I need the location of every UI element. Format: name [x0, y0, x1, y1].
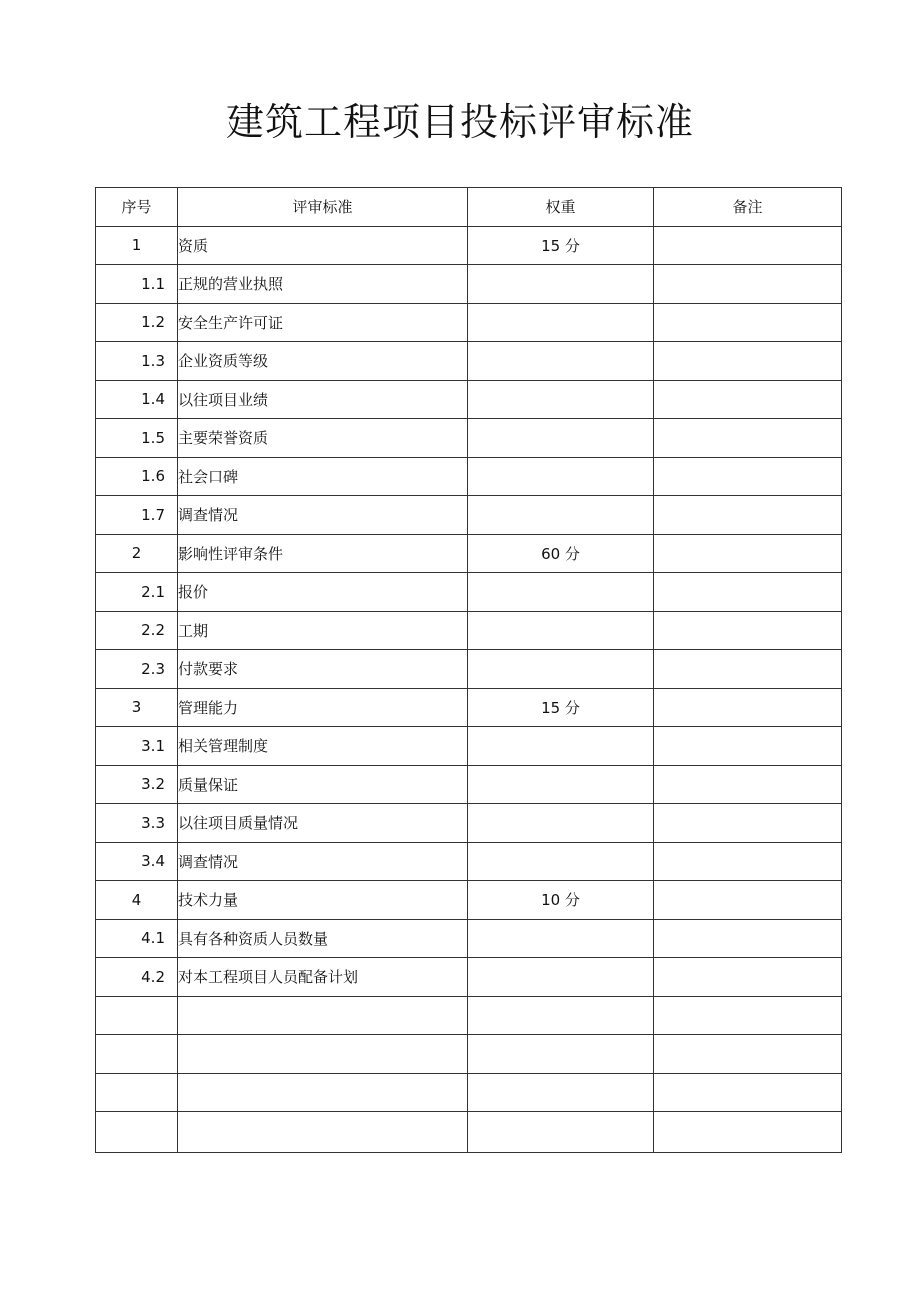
table-row [96, 842, 842, 881]
cell-standard: 以往项目业绩 [178, 380, 468, 419]
cell-standard [178, 1035, 468, 1074]
table-row [96, 611, 842, 650]
cell-seq: 4 [96, 881, 178, 920]
cell-remark [654, 881, 842, 920]
cell-weight [468, 958, 654, 997]
cell-weight [468, 496, 654, 535]
table-row [96, 457, 842, 496]
cell-seq [96, 996, 178, 1035]
header-seq: 序号 [96, 188, 178, 227]
cell-standard: 相关管理制度 [178, 727, 468, 766]
cell-remark [654, 611, 842, 650]
cell-standard [178, 996, 468, 1035]
cell-seq: 2 [96, 534, 178, 573]
cell-weight [468, 804, 654, 843]
cell-standard: 报价 [178, 573, 468, 612]
cell-standard: 质量保证 [178, 765, 468, 804]
cell-remark [654, 727, 842, 766]
table-row [96, 419, 842, 458]
cell-standard: 社会口碑 [178, 457, 468, 496]
cell-seq: 2.1 [96, 573, 178, 612]
cell-seq [96, 1112, 178, 1153]
cell-remark [654, 650, 842, 689]
cell-standard: 影响性评审条件 [178, 534, 468, 573]
cell-standard: 资质 [178, 226, 468, 265]
criteria-table-body [96, 226, 842, 1153]
table-row [96, 996, 842, 1035]
cell-remark [654, 303, 842, 342]
cell-seq: 1.7 [96, 496, 178, 535]
header-weight: 权重 [468, 188, 654, 227]
cell-standard: 工期 [178, 611, 468, 650]
cell-seq: 1.5 [96, 419, 178, 458]
table-row [96, 881, 842, 920]
cell-standard: 调查情况 [178, 496, 468, 535]
cell-weight [468, 419, 654, 458]
cell-remark [654, 1073, 842, 1112]
table-row [96, 919, 842, 958]
cell-seq: 1 [96, 226, 178, 265]
cell-remark [654, 573, 842, 612]
cell-weight [468, 380, 654, 419]
cell-standard [178, 1073, 468, 1112]
cell-remark [654, 226, 842, 265]
table-row [96, 380, 842, 419]
cell-remark [654, 1035, 842, 1074]
table-row [96, 303, 842, 342]
cell-weight [468, 1035, 654, 1074]
cell-weight [468, 303, 654, 342]
cell-seq: 1.1 [96, 265, 178, 304]
cell-seq: 2.2 [96, 611, 178, 650]
cell-remark [654, 804, 842, 843]
cell-standard: 管理能力 [178, 688, 468, 727]
cell-weight [468, 265, 654, 304]
cell-remark [654, 342, 842, 381]
cell-remark [654, 765, 842, 804]
cell-weight [468, 650, 654, 689]
cell-standard: 以往项目质量情况 [178, 804, 468, 843]
cell-weight: 15 分 [468, 688, 654, 727]
table-header-row [96, 188, 842, 227]
cell-standard: 正规的营业执照 [178, 265, 468, 304]
cell-remark [654, 457, 842, 496]
cell-standard: 对本工程项目人员配备计划 [178, 958, 468, 997]
cell-weight [468, 996, 654, 1035]
criteria-table [95, 187, 842, 1153]
cell-seq: 3.3 [96, 804, 178, 843]
cell-seq: 1.6 [96, 457, 178, 496]
document-title: 建筑工程项目投标评审标准 [225, 100, 694, 144]
cell-weight [468, 573, 654, 612]
cell-weight [468, 1112, 654, 1153]
cell-remark [654, 1112, 842, 1153]
cell-seq: 4.2 [96, 958, 178, 997]
cell-weight: 10 分 [468, 881, 654, 920]
cell-remark [654, 688, 842, 727]
cell-standard: 具有各种资质人员数量 [178, 919, 468, 958]
table-row [96, 496, 842, 535]
cell-weight [468, 457, 654, 496]
cell-seq: 1.3 [96, 342, 178, 381]
cell-remark [654, 496, 842, 535]
cell-remark [654, 996, 842, 1035]
table-row [96, 958, 842, 997]
cell-remark [654, 842, 842, 881]
table-row [96, 1035, 842, 1074]
cell-standard: 安全生产许可证 [178, 303, 468, 342]
cell-seq [96, 1073, 178, 1112]
cell-seq: 4.1 [96, 919, 178, 958]
cell-seq: 3.4 [96, 842, 178, 881]
cell-standard: 主要荣誉资质 [178, 419, 468, 458]
cell-remark [654, 265, 842, 304]
cell-standard: 付款要求 [178, 650, 468, 689]
table-row [96, 804, 842, 843]
cell-seq: 3 [96, 688, 178, 727]
cell-remark [654, 958, 842, 997]
cell-seq: 2.3 [96, 650, 178, 689]
cell-weight [468, 919, 654, 958]
cell-weight [468, 342, 654, 381]
table-row [96, 650, 842, 689]
cell-weight [468, 1073, 654, 1112]
cell-standard: 技术力量 [178, 881, 468, 920]
table-row [96, 573, 842, 612]
header-remark: 备注 [654, 188, 842, 227]
cell-seq: 1.2 [96, 303, 178, 342]
table-row [96, 226, 842, 265]
table-row [96, 265, 842, 304]
cell-standard: 调查情况 [178, 842, 468, 881]
cell-remark [654, 534, 842, 573]
cell-weight [468, 611, 654, 650]
table-row [96, 1112, 842, 1153]
cell-remark [654, 919, 842, 958]
cell-weight: 15 分 [468, 226, 654, 265]
header-standard: 评审标准 [178, 188, 468, 227]
cell-seq [96, 1035, 178, 1074]
cell-seq: 3.1 [96, 727, 178, 766]
cell-weight: 60 分 [468, 534, 654, 573]
cell-remark [654, 380, 842, 419]
cell-seq: 3.2 [96, 765, 178, 804]
table-row [96, 534, 842, 573]
cell-remark [654, 419, 842, 458]
cell-weight [468, 842, 654, 881]
table-row [96, 727, 842, 766]
table-row [96, 688, 842, 727]
cell-weight [468, 727, 654, 766]
table-row [96, 342, 842, 381]
cell-seq: 1.4 [96, 380, 178, 419]
cell-weight [468, 765, 654, 804]
cell-standard [178, 1112, 468, 1153]
cell-standard: 企业资质等级 [178, 342, 468, 381]
table-row [96, 765, 842, 804]
table-row [96, 1073, 842, 1112]
